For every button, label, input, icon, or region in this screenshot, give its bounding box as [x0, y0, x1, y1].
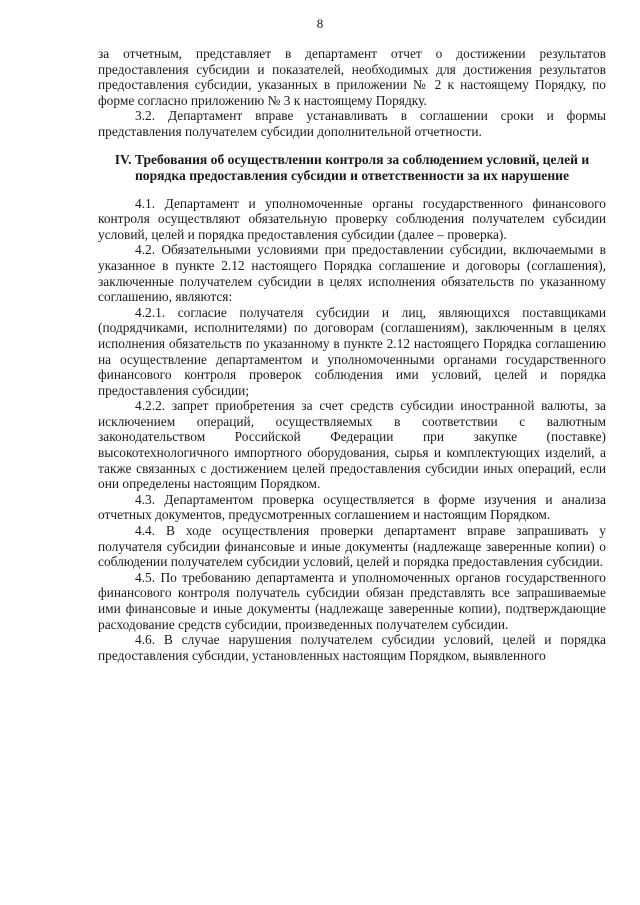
- paragraph-4-1: 4.1. Департамент и уполномоченные органы государственного финансового контроля осуществляют обязательную проверку соблюдения получателем субсидии условий, целей и порядка предоставления субсидии (далее – проверка).: [98, 195, 606, 242]
- paragraph-4-4: 4.4. В ходе осуществления проверки департамент вправе запрашивать у получателя субсидии финансовые и иные документы (надлежаще заверенные копии) о соблюдении получателем субсидии условий, целей и порядка предоставления субсидии.: [98, 523, 606, 570]
- paragraph-4-2-2: 4.2.2. запрет приобретения за счет средств субсидии иностранной валюты, за исключением операций, осуществляемых в соответствии с валютным законодательством Российской Федерации при закупке (поставке) высокотехнологичного импортного оборудования, сырья и комплектующих изделий, а также связанных с достижением целей предоставления субсидии иных операций, если они определены настоящим Порядком.: [98, 398, 606, 492]
- page-number: 8: [316, 16, 324, 31]
- paragraph-3-2: 3.2. Департамент вправе устанавливать в соглашении сроки и формы представления получателем субсидии дополнительной отчетности.: [98, 108, 606, 139]
- paragraph-4-2: 4.2. Обязательными условиями при предоставлении субсидии, включаемыми в указанное в пункте 2.12 настоящего Порядка соглашение и договоры (соглашения), заключенные получателем субсидии в целях исполнения обязательств по указанному соглашению, являются:: [98, 242, 606, 305]
- paragraph-4-5: 4.5. По требованию департамента и уполномоченных органов государственного финансового контроля получатель субсидии обязан представлять все запрашиваемые ими финансовые и иные документы (надлежаще заверенные копии), подтверждающие расходование средств субсидии, произведенных получателем субсидии.: [98, 569, 606, 632]
- paragraph-continuation: за отчетным, представляет в департамент отчет о достижении результатов предоставления субсидии и показателей, необходимых для достижения результатов предоставления субсидии, указанных в приложении № 2 к настоящему Порядку, по форме согласно приложению № 3 к настоящему Порядку.: [98, 46, 606, 108]
- section-heading: IV. Требования об осуществлении контроля за соблюдением условий, целей и порядка предоставления субсидии и ответственности за их нарушение: [114, 151, 590, 183]
- paragraph-4-3: 4.3. Департаментом проверка осуществляется в форме изучения и анализа отчетных документов, предусмотренных соглашением и настоящим Порядком.: [98, 491, 606, 523]
- document-body: [98, 46, 606, 663]
- paragraph-4-6: 4.6. В случае нарушения получателем субсидии условий, целей и порядка предоставления субсидии, установленных настоящим Порядком, выявленного: [98, 632, 606, 663]
- paragraph-4-2-1: 4.2.1. согласие получателя субсидии и лиц, являющихся поставщиками (подрядчиками, исполнителями) по договорам (соглашениям), заключенным в целях исполнения обязательств по указанному в пункте 2.12 настоящего Порядка соглашению на осуществление департаментом и уполномоченными органами государственного финансового контроля проверок соблюдения ими условий, целей и порядка предоставления субсидии;: [98, 304, 606, 398]
